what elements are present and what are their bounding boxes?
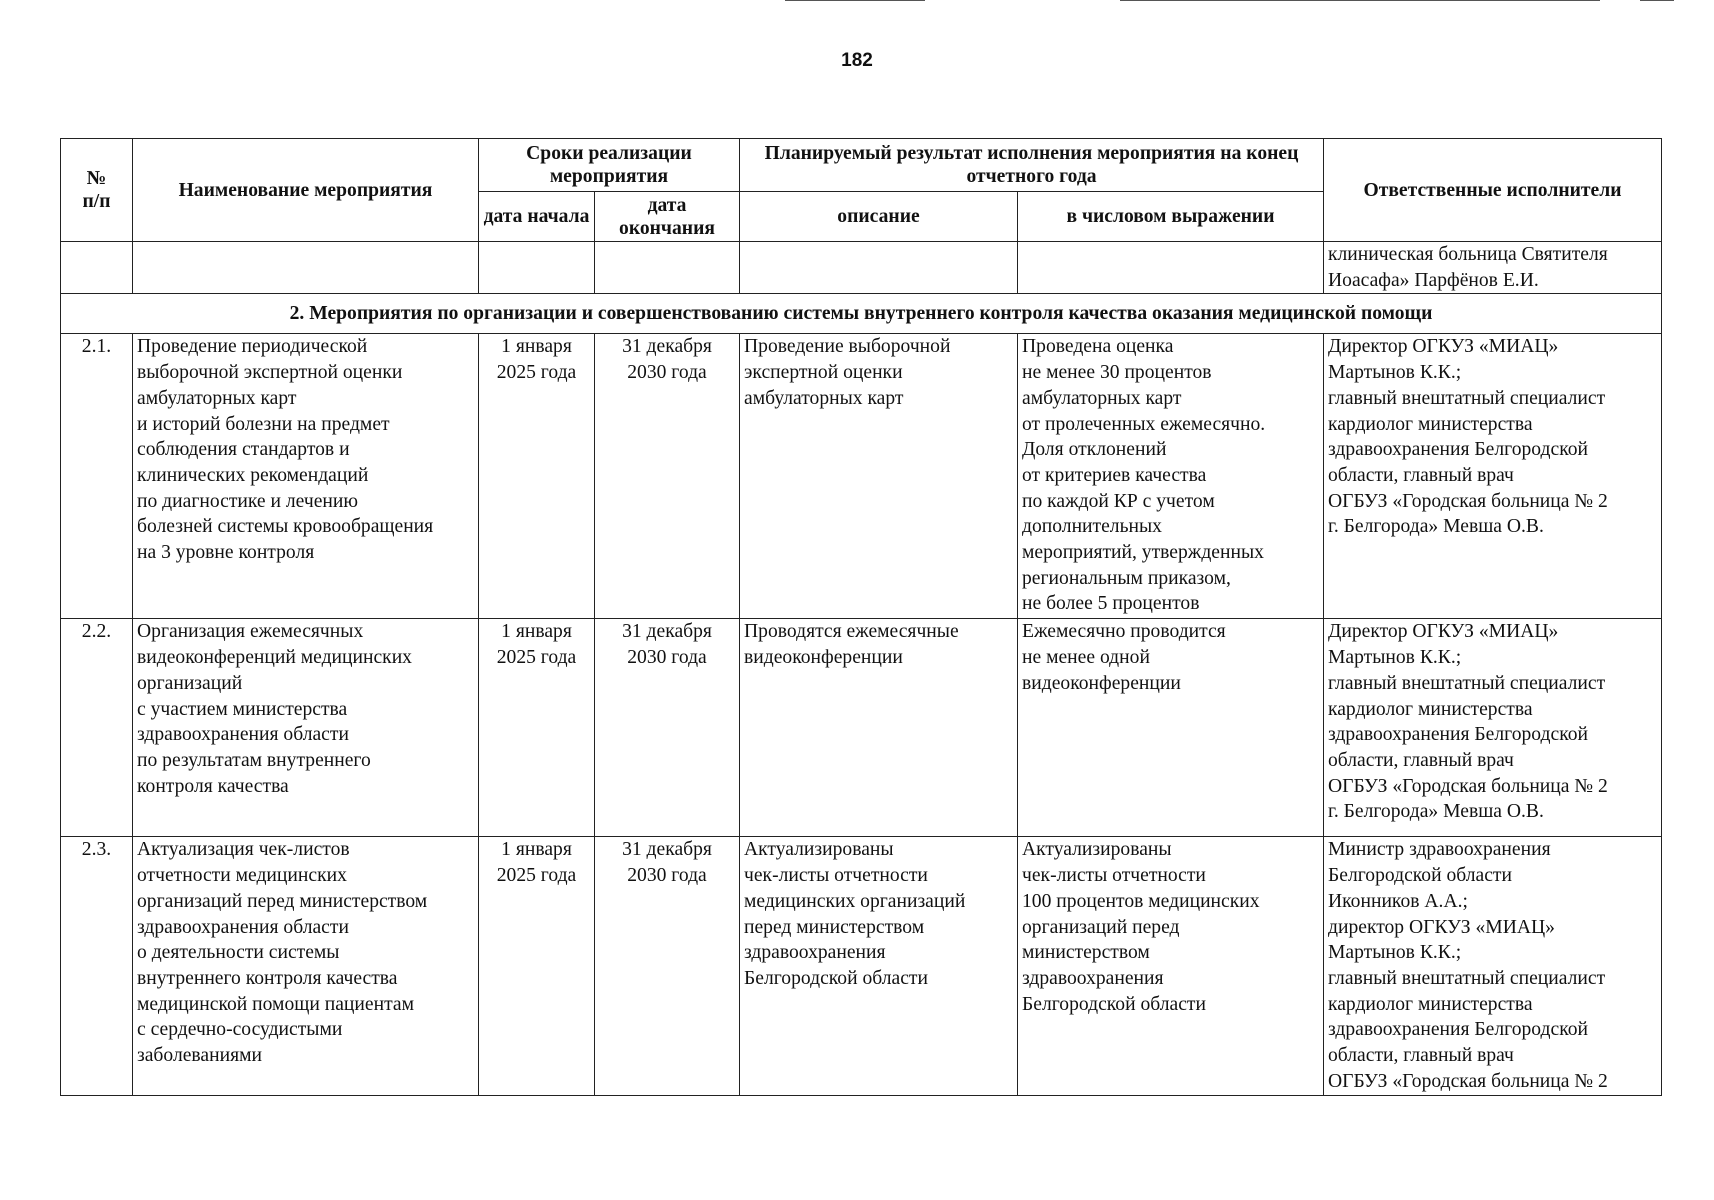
result-description: Проводятся ежемесячные видеоконференции	[740, 619, 1018, 837]
table-cell	[61, 242, 133, 294]
table-cell	[595, 242, 740, 294]
header-responsible: Ответственные исполнители	[1324, 139, 1662, 242]
header-row-top	[61, 139, 1662, 192]
result-numeric: Проведена оценка не менее 30 процентов амбулаторных карт от пролеченных ежемесячно. Доля отклонений от критериев качества по каждой КР с учетом дополнительных мероприятий, утвержденных региональным приказом, не более 5 процентов	[1018, 334, 1324, 619]
result-description: Актуализированы чек-листы отчетности медицинских организаций перед министерством здравоохранения Белгородской области	[740, 837, 1018, 1096]
section-row	[61, 294, 1662, 334]
scan-edge-line	[785, 0, 925, 1]
row-number: 2.3.	[61, 837, 133, 1096]
row-number: 2.2.	[61, 619, 133, 837]
table-cell	[479, 242, 595, 294]
result-numeric: Ежемесячно проводится не менее одной видеоконференции	[1018, 619, 1324, 837]
responsible-cell: Министр здравоохранения Белгородской области Иконников А.А.; директор ОГКУЗ «МИАЦ» Мартынов К.К.; главный внештатный специалист кардиолог министерства здравоохранения Белгородской области, главный врач ОГБУЗ «Городская больница № 2	[1324, 837, 1662, 1096]
header-end-date: дата окончания	[595, 192, 740, 242]
end-date: 31 декабря 2030 года	[595, 837, 740, 1096]
header-start-date: дата начала	[479, 192, 595, 242]
start-date: 1 января 2025 года	[479, 334, 595, 619]
responsible-cell: Директор ОГКУЗ «МИАЦ» Мартынов К.К.; главный внештатный специалист кардиолог министерства здравоохранения Белгородской области, главный врач ОГБУЗ «Городская больница № 2 г. Белгорода» Мевша О.В.	[1324, 619, 1662, 837]
table-row	[61, 619, 1662, 837]
activity-name: Актуализация чек-листов отчетности медицинских организаций перед министерством здравоохранения области о деятельности системы внутреннего контроля качества медицинской помощи пациентам с сердечно-сосудистыми заболеваниями	[133, 837, 479, 1096]
start-date: 1 января 2025 года	[479, 619, 595, 837]
header-numeric: в числовом выражении	[1018, 192, 1324, 242]
table-cell	[133, 242, 479, 294]
activity-name: Проведение периодической выборочной экспертной оценки амбулаторных карт и историй болезни на предмет соблюдения стандартов и клинических рекомендаций по диагностике и лечению болезней системы кровообращения на 3 уровне контроля	[133, 334, 479, 619]
header-number: № п/п	[61, 139, 133, 242]
header-terms: Сроки реализации мероприятия	[479, 139, 740, 192]
activity-name: Организация ежемесячных видеоконференций медицинских организаций с участием министерства здравоохранения области по результатам внутреннего контроля качества	[133, 619, 479, 837]
activities-table	[60, 138, 1662, 1096]
table-cell	[740, 242, 1018, 294]
end-date: 31 декабря 2030 года	[595, 619, 740, 837]
header-activity-name: Наименование мероприятия	[133, 139, 479, 242]
header-planned-result: Планируемый результат исполнения мероприятия на конец отчетного года	[740, 139, 1324, 192]
scan-edge-line	[1640, 0, 1674, 1]
result-description: Проведение выборочной экспертной оценки амбулаторных карт	[740, 334, 1018, 619]
end-date: 31 декабря 2030 года	[595, 334, 740, 619]
scan-edge-line	[1120, 0, 1600, 1]
table-row	[61, 334, 1662, 619]
responsible-cell: Директор ОГКУЗ «МИАЦ» Мартынов К.К.; главный внештатный специалист кардиолог министерства здравоохранения Белгородской области, главный врач ОГБУЗ «Городская больница № 2 г. Белгорода» Мевша О.В.	[1324, 334, 1662, 619]
row-number: 2.1.	[61, 334, 133, 619]
header-description: описание	[740, 192, 1018, 242]
continuation-row	[61, 242, 1662, 294]
page-number: 182	[841, 50, 873, 71]
table-cell	[1018, 242, 1324, 294]
responsible-cell: клиническая больница Святителя Иоасафа» Парфёнов Е.И.	[1324, 242, 1662, 294]
start-date: 1 января 2025 года	[479, 837, 595, 1096]
section-title: 2. Мероприятия по организации и совершенствованию системы внутреннего контроля качества оказания медицинской помощи	[61, 294, 1662, 334]
table-row	[61, 837, 1662, 1096]
result-numeric: Актуализированы чек-листы отчетности 100 процентов медицинских организаций перед министерством здравоохранения Белгородской области	[1018, 837, 1324, 1096]
